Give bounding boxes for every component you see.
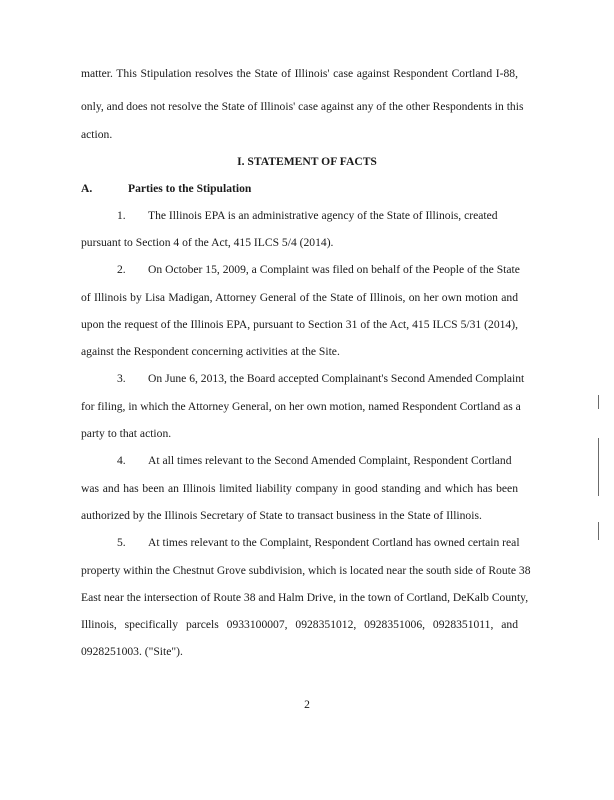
- section-heading: I. STATEMENT OF FACTS: [237, 155, 377, 168]
- paragraph-2-line-2: of Illinois by Lisa Madigan, Attorney General of the State of Illinois, on her own motion and: [81, 291, 518, 304]
- intro-line-2: only, and does not resolve the State of Illinois' case against any of the other Respondents in this: [81, 100, 524, 113]
- paragraph-2-line-3: upon the request of the Illinois EPA, pursuant to Section 31 of the Act, 415 ILCS 5/31 (2014),: [81, 318, 518, 331]
- paragraph-4-number: 4.: [117, 454, 126, 467]
- paragraph-3-line-1: On June 6, 2013, the Board accepted Complainant's Second Amended Complaint: [148, 372, 525, 385]
- paragraph-5-line-4: Illinois, specifically parcels 0933100007, 0928351012, 0928351006, 0928351011, and: [81, 618, 518, 631]
- paragraph-4-line-2: was and has been an Illinois limited liability company in good standing and which has been: [81, 482, 518, 495]
- subsection-title: Parties to the Stipulation: [128, 182, 252, 195]
- paragraph-2-number: 2.: [117, 263, 126, 276]
- paragraph-1-number: 1.: [117, 209, 126, 222]
- paragraph-3-line-2: for filing, in which the Attorney General, on her own motion, named Respondent Cortland as a: [81, 400, 521, 413]
- scan-edge-mark-3: [598, 522, 599, 540]
- paragraph-3-line-3: party to that action.: [81, 427, 172, 440]
- page-number: 2: [304, 698, 310, 711]
- scan-edge-mark-2: [598, 438, 599, 496]
- paragraph-1-line-1: The Illinois EPA is an administrative agency of the State of Illinois, created: [148, 209, 498, 222]
- intro-line-3: action.: [81, 128, 113, 141]
- paragraph-5-line-2: property within the Chestnut Grove subdivision, which is located near the south side of Route 38: [81, 564, 531, 577]
- paragraph-4-line-1: At all times relevant to the Second Amended Complaint, Respondent Cortland: [148, 454, 512, 467]
- paragraph-4-line-3: authorized by the Illinois Secretary of State to transact business in the State of Illinois.: [81, 509, 482, 522]
- paragraph-3-number: 3.: [117, 372, 126, 385]
- paragraph-5-line-5: 0928251003. ("Site").: [81, 645, 183, 658]
- paragraph-2-line-1: On October 15, 2009, a Complaint was filed on behalf of the People of the State: [148, 263, 520, 276]
- paragraph-5-line-3: East near the intersection of Route 38 and Halm Drive, in the town of Cortland, DeKalb County,: [81, 591, 529, 604]
- scan-edge-mark-1: [598, 395, 599, 409]
- intro-line-1: matter. This Stipulation resolves the State of Illinois' case against Respondent Cortland I-88,: [81, 67, 518, 80]
- paragraph-2-line-4: against the Respondent concerning activities at the Site.: [81, 345, 340, 358]
- subsection-letter: A.: [81, 182, 93, 195]
- paragraph-5-number: 5.: [117, 536, 126, 549]
- paragraph-1-line-2: pursuant to Section 4 of the Act, 415 ILCS 5/4 (2014).: [81, 236, 334, 249]
- paragraph-5-line-1: At times relevant to the Complaint, Respondent Cortland has owned certain real: [148, 536, 520, 549]
